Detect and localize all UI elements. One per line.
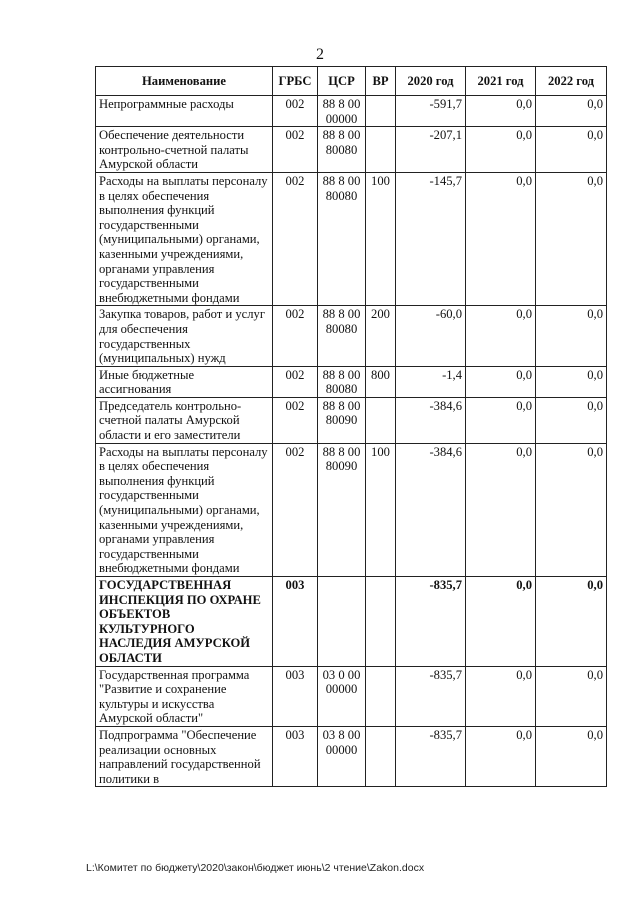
cell-2022: 0,0 (536, 127, 607, 173)
cell-vr (366, 577, 396, 667)
cell-2020: -207,1 (396, 127, 466, 173)
table-row (96, 577, 607, 667)
cell-2022: 0,0 (536, 443, 607, 576)
table-row (96, 127, 607, 173)
table-row (96, 306, 607, 366)
cell-csr: 03 0 00 00000 (318, 666, 366, 726)
header-2021: 2021 год (466, 67, 536, 96)
cell-2020: -145,7 (396, 172, 466, 305)
cell-2021: 0,0 (466, 96, 536, 127)
cell-name: Закупка товаров, работ и услуг для обеспечения государственных (муниципальных) нужд (96, 306, 273, 366)
header-csr: ЦСР (318, 67, 366, 96)
cell-2020: -835,7 (396, 726, 466, 786)
cell-2022: 0,0 (536, 577, 607, 667)
cell-name: ГОСУДАРСТВЕННАЯ ИНСПЕКЦИЯ ПО ОХРАНЕ ОБЪЕКТОВ КУЛЬТУРНОГО НАСЛЕДИЯ АМУРСКОЙ ОБЛАСТИ (96, 577, 273, 667)
cell-csr: 88 8 00 80080 (318, 366, 366, 397)
cell-2021: 0,0 (466, 443, 536, 576)
table-row (96, 443, 607, 576)
cell-name: Подпрограмма "Обеспечение реализации основных направлений государственной политики в (96, 726, 273, 786)
table-row (96, 172, 607, 305)
cell-2022: 0,0 (536, 366, 607, 397)
cell-vr (366, 96, 396, 127)
cell-csr: 88 8 00 00000 (318, 96, 366, 127)
cell-csr: 88 8 00 80080 (318, 127, 366, 173)
footer-file-path: L:\Комитет по бюджету\2020\закон\бюджет июнь\2 чтение\Zakon.docx (86, 862, 425, 874)
cell-vr (366, 397, 396, 443)
cell-2022: 0,0 (536, 306, 607, 366)
cell-csr: 88 8 00 80090 (318, 397, 366, 443)
cell-grbs: 002 (273, 127, 318, 173)
cell-grbs: 003 (273, 577, 318, 667)
cell-name: Непрограммные расходы (96, 96, 273, 127)
cell-name: Председатель контрольно-счетной палаты Амурской области и его заместители (96, 397, 273, 443)
table-body (96, 96, 607, 787)
cell-csr: 03 8 00 00000 (318, 726, 366, 786)
cell-2022: 0,0 (536, 96, 607, 127)
cell-grbs: 002 (273, 172, 318, 305)
cell-grbs: 002 (273, 366, 318, 397)
cell-2022: 0,0 (536, 397, 607, 443)
cell-vr: 100 (366, 443, 396, 576)
cell-grbs: 003 (273, 726, 318, 786)
cell-2021: 0,0 (466, 397, 536, 443)
cell-csr: 88 8 00 80080 (318, 172, 366, 305)
budget-table (95, 66, 607, 787)
cell-2021: 0,0 (466, 366, 536, 397)
cell-2021: 0,0 (466, 726, 536, 786)
cell-name: Государственная программа "Развитие и сохранение культуры и искусства Амурской области" (96, 666, 273, 726)
cell-2021: 0,0 (466, 666, 536, 726)
cell-2021: 0,0 (466, 172, 536, 305)
cell-name: Расходы на выплаты персоналу в целях обеспечения выполнения функций государственными (муниципальными) органами, казенными учреждениями, органами управления государственными внебюджетными фондами (96, 172, 273, 305)
cell-2020: -835,7 (396, 666, 466, 726)
page-number: 2 (316, 46, 324, 63)
header-grbs: ГРБС (273, 67, 318, 96)
header-vr: ВР (366, 67, 396, 96)
cell-name: Обеспечение деятельности контрольно-счетной палаты Амурской области (96, 127, 273, 173)
cell-grbs: 002 (273, 96, 318, 127)
cell-2022: 0,0 (536, 726, 607, 786)
cell-vr (366, 127, 396, 173)
cell-csr: 88 8 00 80090 (318, 443, 366, 576)
table-row (96, 397, 607, 443)
cell-2021: 0,0 (466, 306, 536, 366)
cell-2020: -591,7 (396, 96, 466, 127)
cell-grbs: 003 (273, 666, 318, 726)
cell-vr: 200 (366, 306, 396, 366)
cell-name: Расходы на выплаты персоналу в целях обеспечения выполнения функций государственными (муниципальными) органами, казенными учреждениями, органами управления государственными внебюджетными фондами (96, 443, 273, 576)
cell-vr: 100 (366, 172, 396, 305)
table-row (96, 366, 607, 397)
cell-2021: 0,0 (466, 577, 536, 667)
header-2020: 2020 год (396, 67, 466, 96)
header-name: Наименование (96, 67, 273, 96)
cell-2022: 0,0 (536, 666, 607, 726)
cell-2020: -1,4 (396, 366, 466, 397)
cell-2020: -384,6 (396, 397, 466, 443)
cell-csr: 88 8 00 80080 (318, 306, 366, 366)
cell-2020: -835,7 (396, 577, 466, 667)
cell-grbs: 002 (273, 397, 318, 443)
table-row (96, 726, 607, 786)
cell-vr (366, 666, 396, 726)
cell-2020: -60,0 (396, 306, 466, 366)
cell-grbs: 002 (273, 443, 318, 576)
table-row (96, 666, 607, 726)
cell-vr (366, 726, 396, 786)
cell-2021: 0,0 (466, 127, 536, 173)
table-header-row (96, 67, 607, 96)
cell-vr: 800 (366, 366, 396, 397)
cell-2020: -384,6 (396, 443, 466, 576)
cell-2022: 0,0 (536, 172, 607, 305)
header-2022: 2022 год (536, 67, 607, 96)
cell-grbs: 002 (273, 306, 318, 366)
table-row (96, 96, 607, 127)
cell-csr (318, 577, 366, 667)
cell-name: Иные бюджетные ассигнования (96, 366, 273, 397)
